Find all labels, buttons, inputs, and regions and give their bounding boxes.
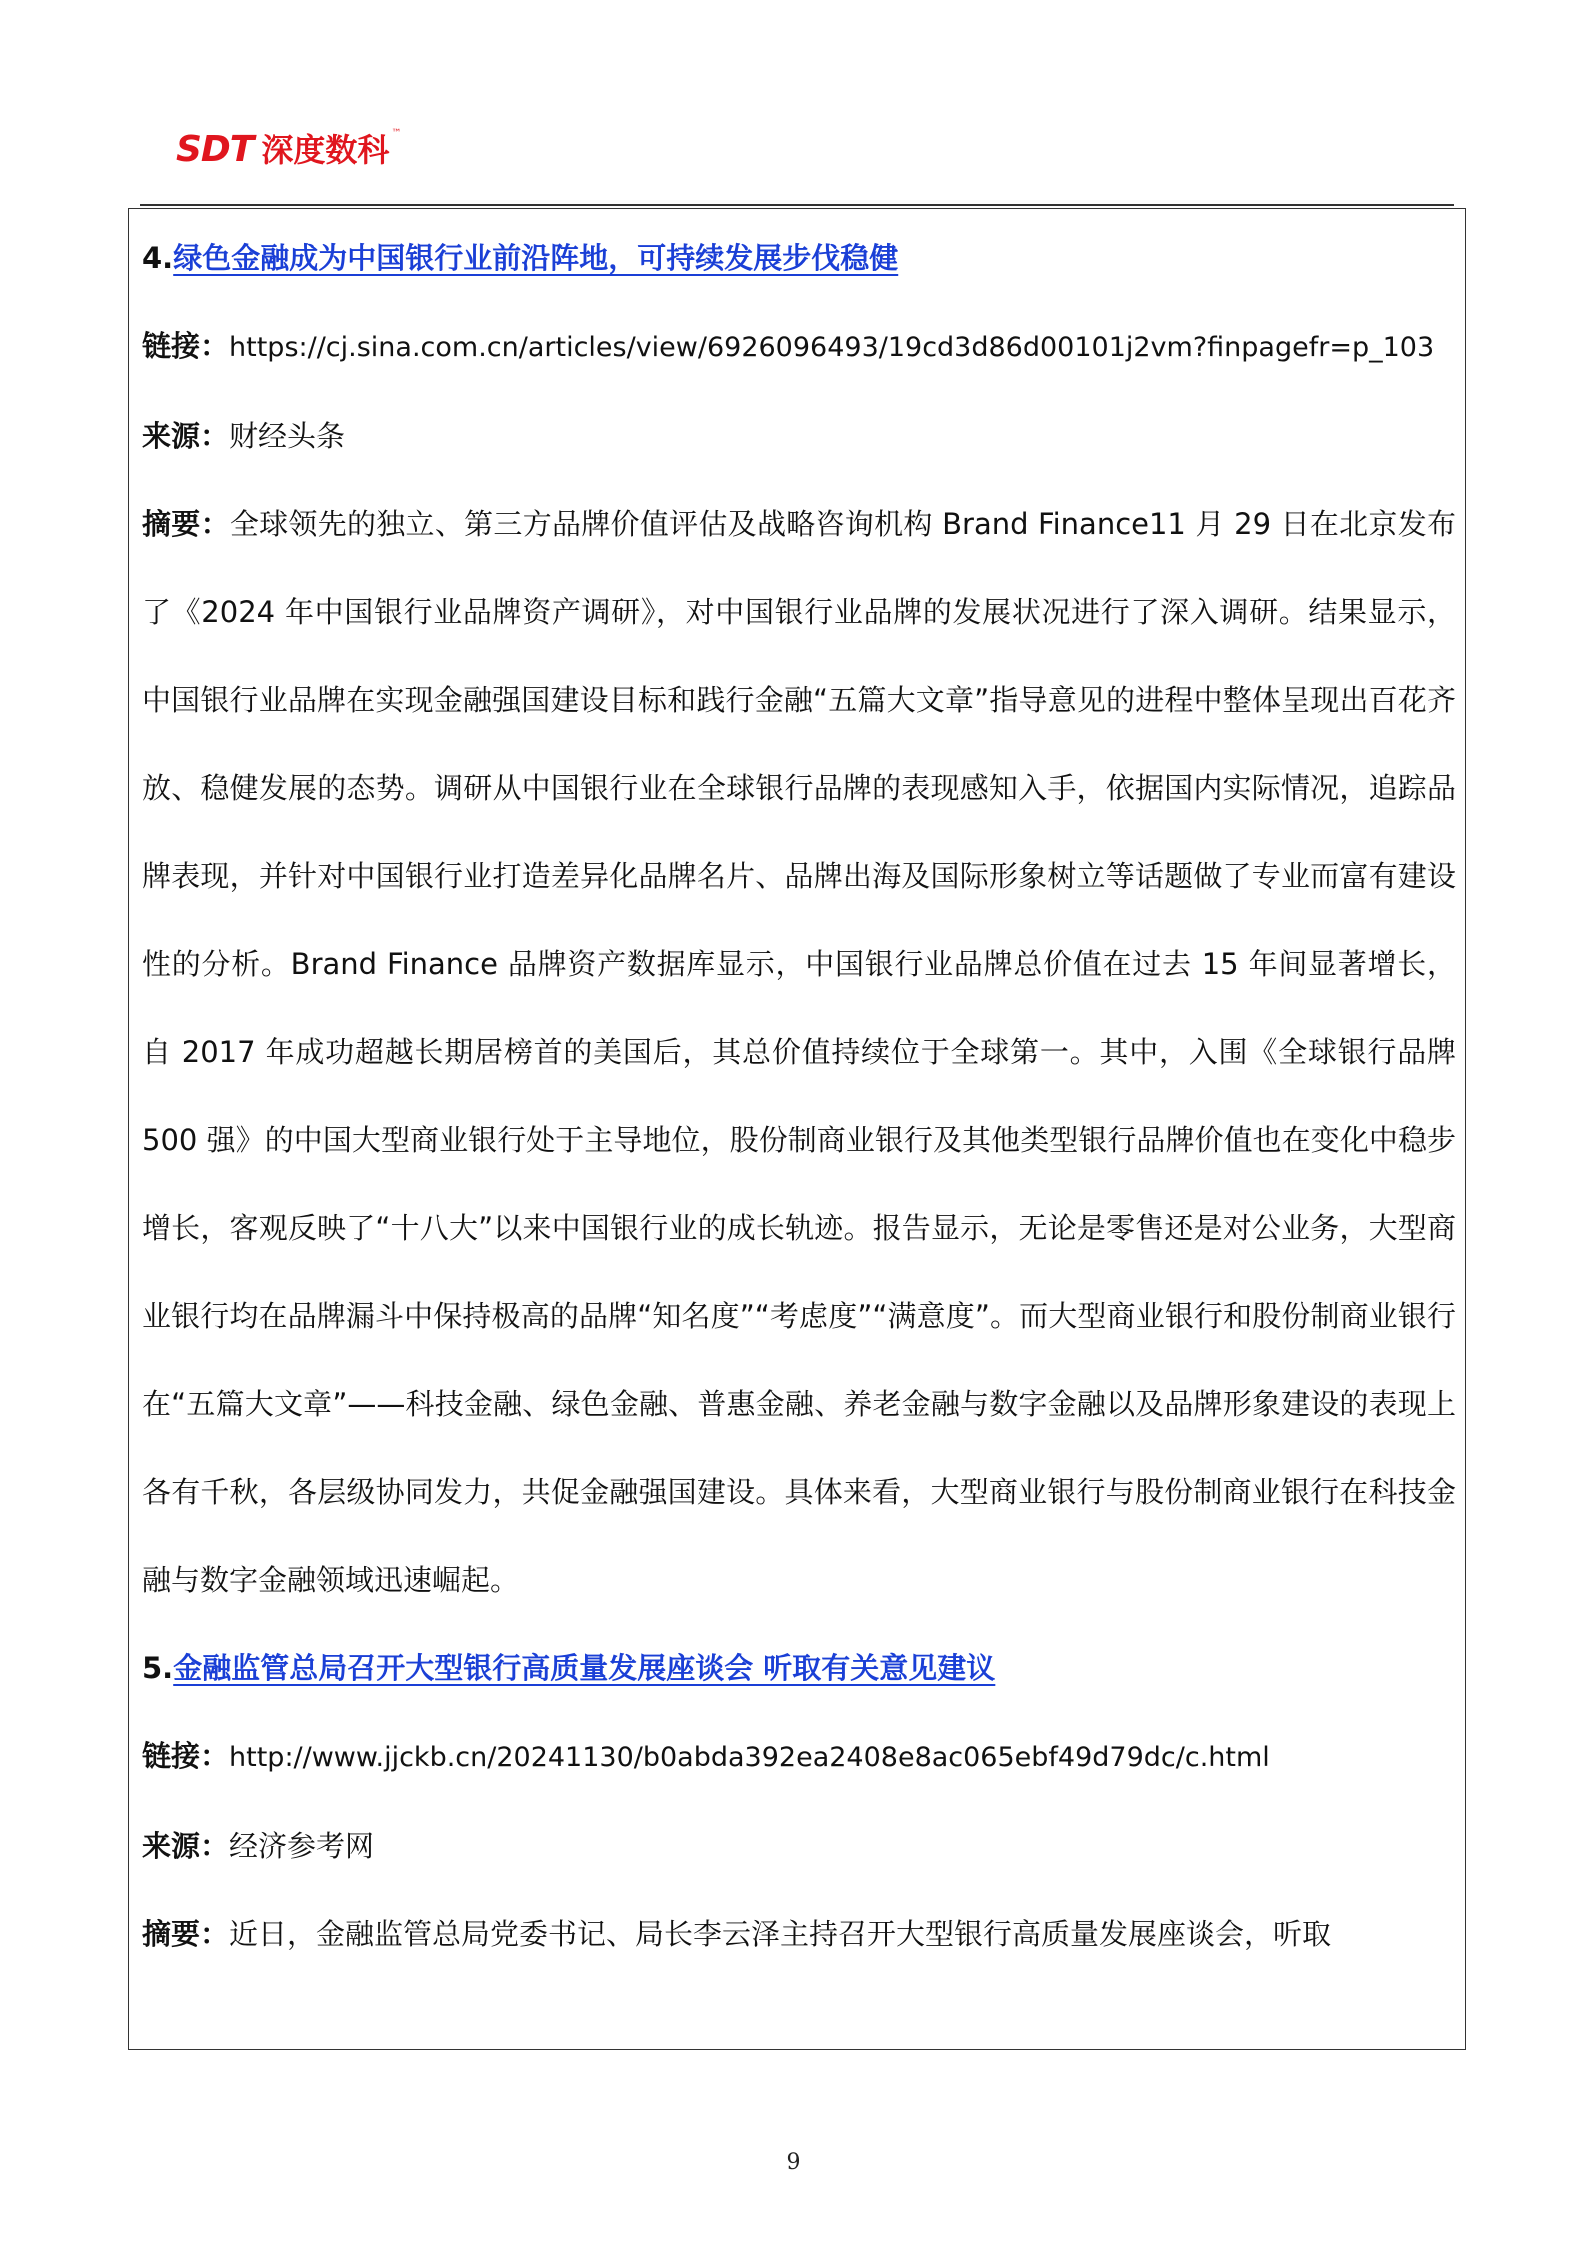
article-number: 4.: [142, 241, 174, 275]
logo-trademark: ™: [391, 128, 402, 139]
article-summary: 全球领先的独立、第三方品牌价值评估及战略咨询机构 Brand Finance11 月 29 日在北京发布了《2024 年中国银行业品牌资产调研》，对中国银行业品牌的发展状况进行了深入调研。结果显示，中国银行业品牌在实现金融强国建设目标和践行金融“五篇大文章”指导意见的进程中整体呈现出百花齐放、稳健发展的态势。调研从中国银行业在全球银行品牌的表现感知入手，依据国内实际情况，追踪品牌表现，并针对中国银行业打造差异化品牌名片、品牌出海及国际形象树立等话题做了专业而富有建设性的分析。Brand Finance 品牌资产数据库显示，中国银行业品牌总价值在过去 15 年间显著增长，自 2017 年成功超越长期居榜首的美国后，其总价值持续位于全球第一。其中，入围《全球银行品牌 500 强》的中国大型商业银行处于主导地位，股份制商业银行及其他类型银行品牌价值也在变化中稳步增长，客观反映了“十八大”以来中国银行业的成长轨迹。报告显示，无论是零售还是对公业务，大型商业银行均在品牌漏斗中保持极高的品牌“知名度”“考虑度”“满意度”。而大型商业银行和股份制商业银行在“五篇大文章”——科技金融、绿色金融、普惠金融、养老金融与数字金融以及品牌形象建设的表现上各有千秋，各层级协同发力，共促金融强国建设。具体来看，大型商业银行与股份制商业银行在科技金融与数字金融领域迅速崛起。: [142, 507, 1456, 1597]
link-label: 链接：: [142, 329, 230, 363]
summary-label: 摘要：: [142, 1917, 230, 1951]
article-summary-row: [142, 1890, 1456, 1978]
article-title-row: [142, 1624, 1456, 1712]
logo-mark: SDT: [176, 129, 254, 170]
article-link-row: [142, 302, 1456, 392]
article-source: 经济参考网: [229, 1829, 375, 1863]
news-content: [142, 214, 1456, 1978]
page-number: 9: [786, 2150, 801, 2175]
source-label: 来源：: [142, 1829, 230, 1863]
article-url[interactable]: https://cj.sina.com.cn/articles/view/6926096493/19cd3d86d00101j2vm?finpagefr=p_103: [229, 332, 1435, 363]
article-link-row: [142, 1712, 1456, 1802]
article-number: 5.: [142, 1651, 174, 1685]
article-summary-row: [142, 480, 1456, 1624]
summary-label: 摘要：: [142, 507, 230, 541]
link-label: 链接：: [142, 1739, 230, 1773]
header-divider: [140, 204, 1454, 206]
article-source-row: [142, 1802, 1456, 1890]
article-source: 财经头条: [229, 419, 346, 453]
article-summary: 近日，金融监管总局党委书记、局长李云泽主持召开大型银行高质量发展座谈会，听取: [229, 1917, 1332, 1951]
article-source-row: [142, 392, 1456, 480]
logo-text: 深度数科: [261, 131, 390, 169]
article-title-link[interactable]: 绿色金融成为中国银行业前沿阵地，可持续发展步伐稳健: [173, 241, 899, 275]
article-title-row: [142, 214, 1456, 302]
source-label: 来源：: [142, 419, 230, 453]
company-logo: [176, 128, 401, 172]
article-url[interactable]: http://www.jjckb.cn/20241130/b0abda392ea2408e8ac065ebf49d79dc/c.html: [229, 1742, 1270, 1773]
article-title-link[interactable]: 金融监管总局召开大型银行高质量发展座谈会 听取有关意见建议: [173, 1651, 996, 1685]
